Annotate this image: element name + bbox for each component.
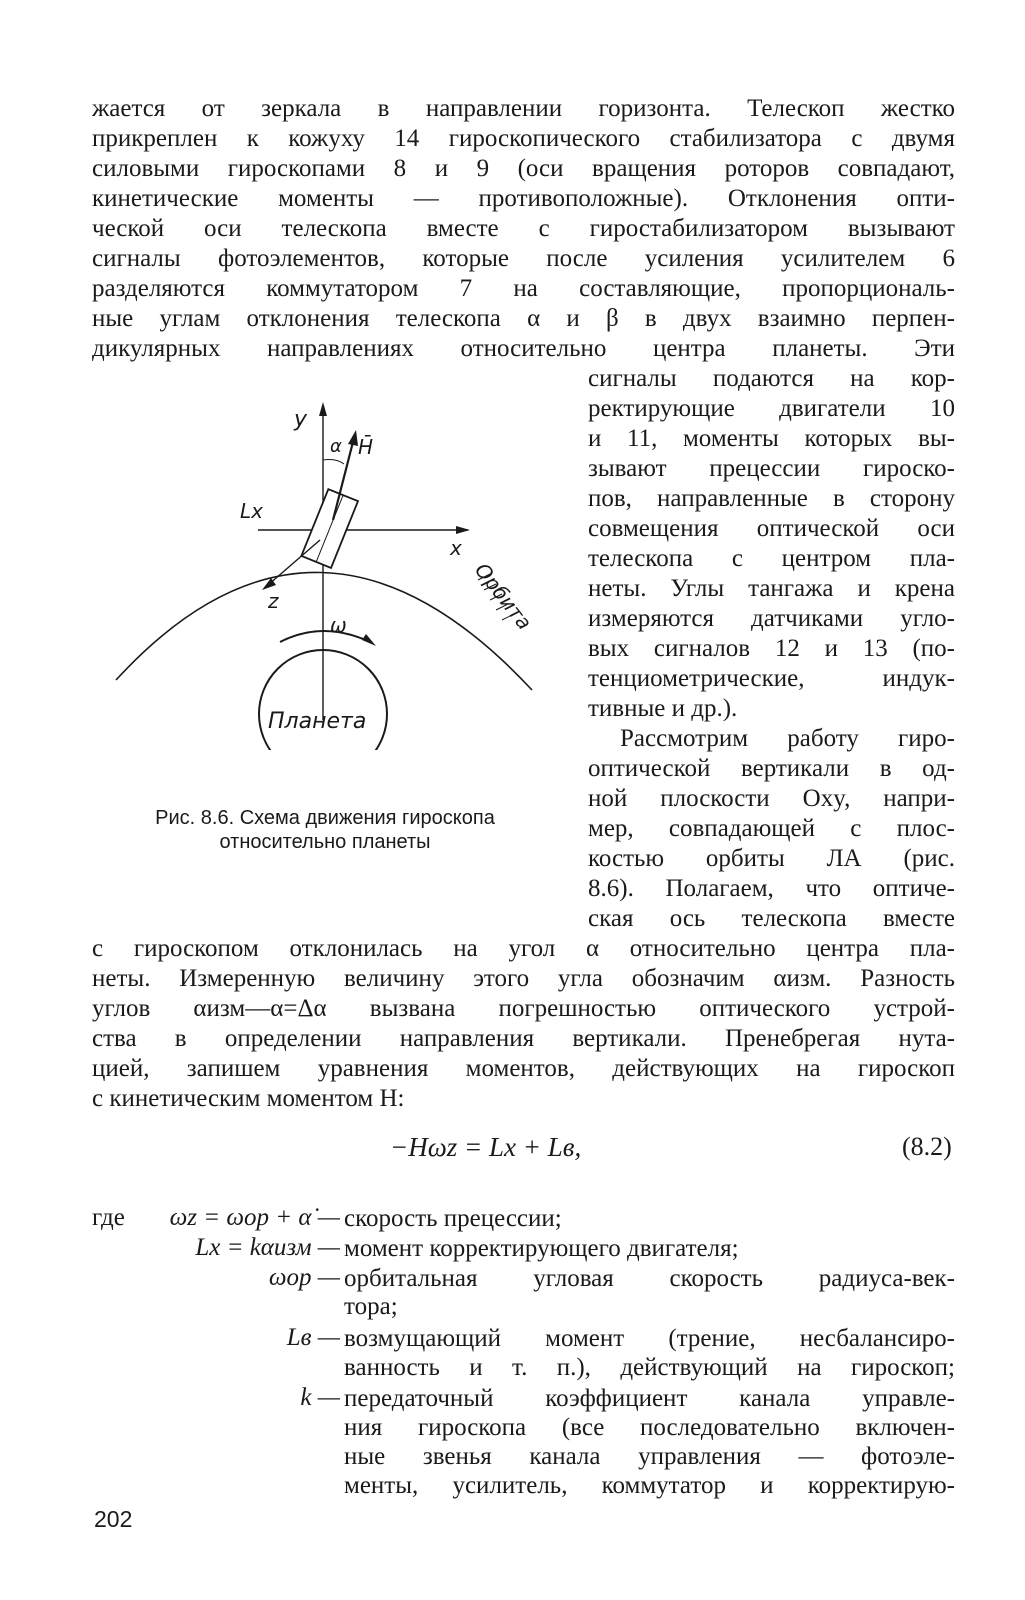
def-term: ωор — bbox=[268, 1264, 340, 1291]
equation-number: (8.2) bbox=[902, 1132, 952, 1161]
text-line: 8.6). Полагаем, что оптиче- bbox=[588, 875, 955, 902]
text-line: телескопа с центром пла- bbox=[588, 545, 955, 572]
text-line: прикреплен к кожуху 14 гироскопического стабилизатора с двумя bbox=[92, 125, 955, 152]
omega-arc bbox=[280, 631, 370, 642]
def-line: тора; bbox=[344, 1293, 398, 1320]
text-line: ные углам отклонения телескопа α и β в двух взаимно перпен- bbox=[92, 305, 955, 332]
label-y: y bbox=[294, 407, 308, 432]
equation-formula: −Hωz = Lx + Lв, bbox=[390, 1132, 582, 1162]
text-line: пов, направленные в сторону bbox=[588, 485, 955, 512]
def-term: ωz = ωор + α̇ — bbox=[169, 1204, 340, 1231]
text-line: дикулярных направлениях относительно центра планеты. Эти bbox=[92, 335, 955, 362]
text-line: кинетические моменты — противоположные). Отклонения опти- bbox=[92, 185, 955, 212]
omega-arrow bbox=[362, 634, 376, 646]
def-term: k — bbox=[300, 1384, 340, 1411]
alpha-arc bbox=[323, 460, 344, 465]
def-line: ные звенья канала управления — фотоэле- bbox=[344, 1443, 955, 1470]
def-line: ния гироскопа (все последовательно включен- bbox=[344, 1414, 955, 1441]
label-alpha: α bbox=[330, 436, 342, 457]
x-axis-arrow bbox=[456, 526, 470, 534]
text-line: ректирующие двигатели 10 bbox=[588, 395, 955, 422]
gyroscope-diagram bbox=[108, 380, 564, 750]
text-line: углов αизм—α=Δα вызвана погрешностью оптического устрой- bbox=[92, 995, 955, 1022]
text-line: измеряются датчиками угло- bbox=[588, 605, 955, 632]
text-line: ства в определении направления вертикали. Пренебрегая нута- bbox=[92, 1025, 955, 1052]
text-line: тивные и др.). bbox=[588, 695, 738, 722]
figure-caption-line2: относительно планеты bbox=[219, 831, 431, 853]
label-omega: ω bbox=[330, 613, 347, 637]
page-number: 202 bbox=[94, 1506, 133, 1532]
text-line: разделяются коммутатором 7 на составляющие, пропорциональ- bbox=[92, 275, 955, 302]
text-line: и 11, моменты которых вы- bbox=[588, 425, 955, 452]
text-line: жается от зеркала в направлении горизонта. Телескоп жестко bbox=[92, 95, 955, 122]
def-term: Lв — bbox=[286, 1324, 340, 1351]
where-word: где bbox=[92, 1204, 125, 1231]
text-line: силовыми гироскопами 8 и 9 (оси вращения роторов совпадают, bbox=[92, 155, 955, 182]
text-line: мер, совпадающей с плос- bbox=[588, 815, 955, 842]
text-line: неты. Измеренную величину этого угла обозначим αизм. Разность bbox=[92, 965, 955, 992]
label-planet: Планета bbox=[268, 709, 367, 734]
text-line: с кинетическим моментом H: bbox=[92, 1085, 405, 1112]
h-vector-arrow bbox=[348, 430, 358, 446]
text-line: вых сигналов 12 и 13 (по- bbox=[588, 635, 955, 662]
label-orbit: Орбита bbox=[470, 558, 537, 635]
text-line: совмещения оптической оси bbox=[588, 515, 955, 542]
z-axis bbox=[268, 540, 320, 585]
text-line: тенциометрические, индук- bbox=[588, 665, 955, 692]
text-line: неты. Углы тангажа и крена bbox=[588, 575, 955, 602]
gyroscope-body bbox=[301, 489, 358, 568]
figure-caption-line1: Рис. 8.6. Схема движения гироскопа bbox=[155, 807, 495, 829]
text-line: цией, запишем уравнения моментов, действующих на гироскоп bbox=[92, 1055, 955, 1082]
label-z: z bbox=[268, 589, 279, 613]
def-term: Lx = kαизм — bbox=[195, 1234, 340, 1261]
label-h: H̄ bbox=[358, 435, 374, 459]
text-line: Рассмотрим работу гиро- bbox=[620, 725, 955, 752]
def-line: возмущающий момент (трение, несбалансиро- bbox=[344, 1325, 955, 1352]
def-line: скорость прецессии; bbox=[344, 1205, 562, 1232]
text-line: оптической вертикали в од- bbox=[588, 755, 955, 782]
text-line: ская ось телескопа вместе bbox=[588, 905, 955, 932]
def-line: менты, усилитель, коммутатор и корректирую- bbox=[344, 1472, 955, 1499]
def-line: орбитальная угловая скорость радиуса-век- bbox=[344, 1265, 955, 1292]
text-line: ческой оси телескопа вместе с гиростабилизатором вызывают bbox=[92, 215, 955, 242]
text-line: зывают прецессии гироско- bbox=[588, 455, 955, 482]
def-line: ванность и т. п.), действующий на гироскоп; bbox=[344, 1354, 955, 1381]
y-axis-arrow bbox=[319, 402, 327, 416]
def-line: момент корректирующего двигателя; bbox=[344, 1235, 739, 1262]
text-line: сигналы подаются на кор- bbox=[588, 365, 955, 392]
label-lx: Lx bbox=[240, 499, 263, 523]
def-line: передаточный коэффициент канала управле- bbox=[344, 1385, 955, 1412]
label-x: x bbox=[450, 536, 462, 560]
text-line: костью орбиты ЛА (рис. bbox=[588, 845, 955, 872]
text-line: ной плоскости Oxy, напри- bbox=[588, 785, 955, 812]
text-line: с гироскопом отклонилась на угол α относительно центра пла- bbox=[92, 935, 955, 962]
text-line: сигналы фотоэлементов, которые после усиления усилителем 6 bbox=[92, 245, 955, 272]
